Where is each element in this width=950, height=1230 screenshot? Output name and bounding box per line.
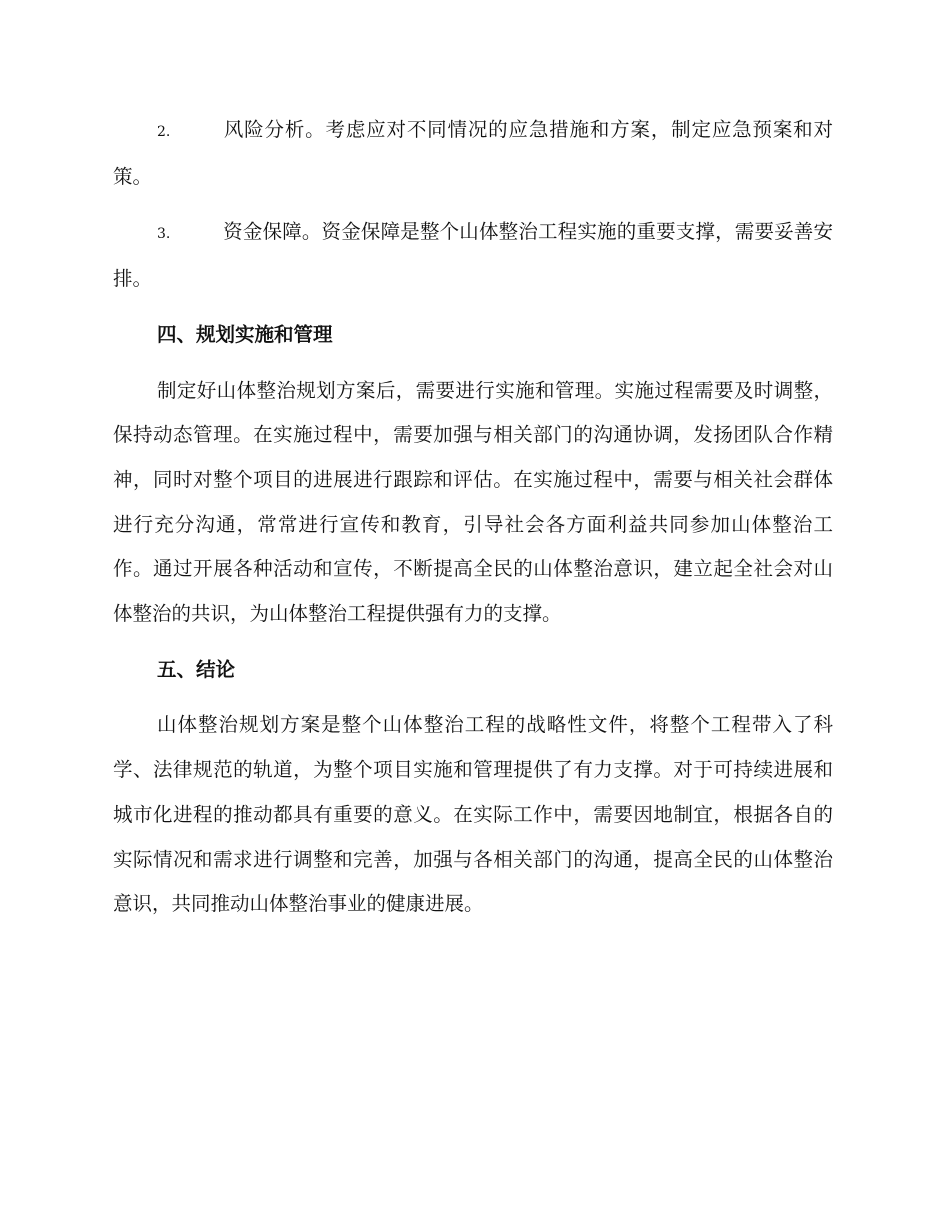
list-item-text: 风险分析。考虑应对不同情况的应急措施和方案，制定应急预案和对策。 bbox=[113, 118, 833, 188]
list-number: 2. bbox=[157, 124, 171, 140]
paragraph-implementation: 制定好山体整治规划方案后，需要进行实施和管理。实施过程需要及时调整，保持动态管理。在实施过程中，需要加强与相关部门的沟通协调，发扬团队合作精神，同时对整个项目的进展进行跟踪和评估。在实施过程中，需要与相关社会群体进行充分沟通，常常进行宣传和教育，引导社会各方面利益共同参加山体整治工作。通过开展各种活动和宣传，不断提高全民的山体整治意识，建立起全社会对山体整治的共识，为山体整治工程提供强有力的支撑。 bbox=[113, 378, 833, 626]
paragraph-conclusion: 山体整治规划方案是整个山体整治工程的战略性文件，将整个工程带入了科学、法律规范的轨道，为整个项目实施和管理提供了有力支撑。对于可持续进展和城市化进程的推动都具有重要的意义。在实际工作中，需要因地制宜，根据各自的实际情况和需求进行调整和完善，加强与各相关部门的沟通，提高全民的山体整治意识，共同推动山体整治事业的健康进展。 bbox=[113, 713, 833, 916]
list-item-risk-analysis bbox=[113, 108, 833, 199]
list-item-text: 资金保障。资金保障是整个山体整治工程实施的重要支撑，需要妥善安排。 bbox=[113, 220, 833, 291]
list-item-funding bbox=[113, 210, 833, 301]
document-body bbox=[113, 108, 833, 938]
section-heading-conclusion: 五、结论 bbox=[157, 657, 236, 681]
list-number: 3. bbox=[157, 226, 171, 243]
section-heading-implementation: 四、规划实施和管理 bbox=[157, 322, 333, 346]
